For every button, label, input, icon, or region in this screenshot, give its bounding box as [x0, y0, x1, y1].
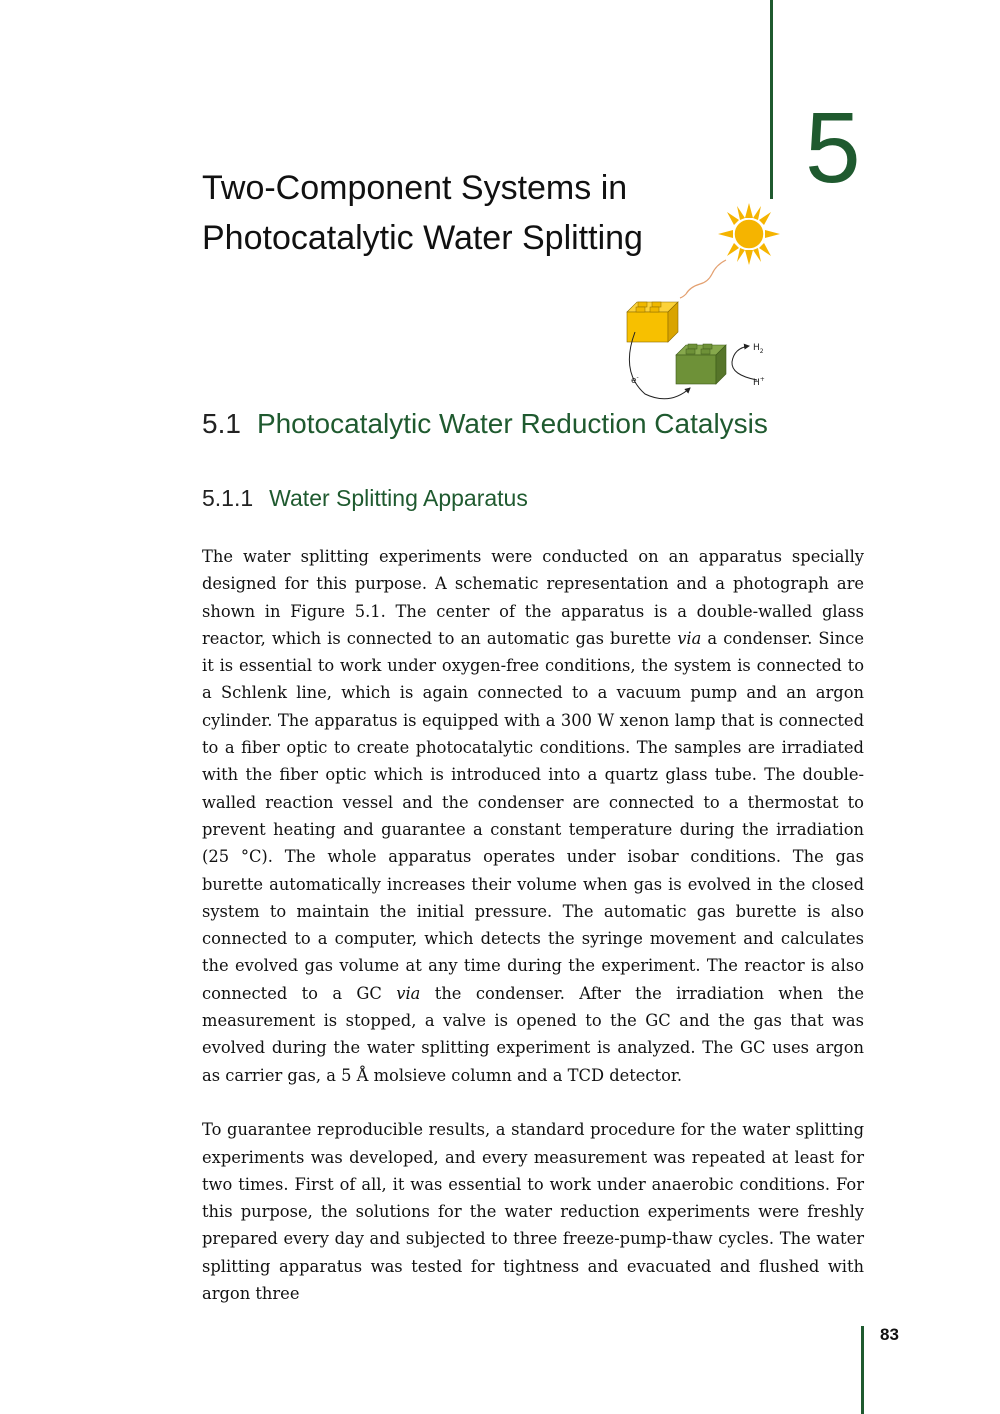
- chapter-title: [202, 163, 643, 263]
- section-heading: [202, 408, 768, 440]
- subsection-title: Water Splitting Apparatus: [269, 485, 528, 511]
- sun-icon: [718, 203, 780, 265]
- section-title: Photocatalytic Water Reduction Catalysis: [256, 408, 768, 439]
- chapter-title-line2: Photocatalytic Water Splitting: [202, 219, 643, 257]
- page-number-bar: [861, 1326, 864, 1414]
- chapter-title-line1: Two-Component Systems in: [202, 169, 628, 207]
- green-brick-icon: [676, 344, 726, 384]
- h2-label: $H_2$: [753, 343, 764, 355]
- chapter-number: 5: [805, 92, 861, 204]
- subsection-heading: [202, 485, 528, 512]
- yellow-brick-icon: [627, 302, 678, 342]
- light-ray: [680, 260, 726, 298]
- section-number: 5.1: [202, 408, 241, 439]
- page-number: 83: [880, 1325, 899, 1344]
- body-text: [202, 543, 864, 1335]
- paragraph: To guarantee reproducible results, a standard procedure for the water splitting experiments was developed, and every measurement was repeated at least for two times. First of all, it was essential to work under anaerobic conditions. For this purpose, the solutions for the water reduction experiments were freshly prepared every day and subjected to three freeze-pump-thaw cycles. The water splitting apparatus was tested for tightness and evacuated and flushed with argon three: [202, 1120, 864, 1304]
- paragraph: The water splitting experiments were conducted on an apparatus specially designed for this purpose. A schematic representation and a photograph are shown in Figure 5.1. The center of the apparatus is a double-walled glass reactor, which is connected to an automatic gas burette via a condenser. Since it is essential to work under oxygen-free conditions, the system is connected to a Schlenk line, which is again connected to a vacuum pump and an argon cylinder. The apparatus is equipped with a 300 W xenon lamp that is connected to a fiber optic to create photocatalytic conditions. The samples are irradiated with the fiber optic which is introduced into a quartz glass tube. The double-walled reaction vessel and the condenser are connected to a thermostat to prevent heating and guarantee a constant temperature during the irradiation (25 °C). The whole apparatus operates under isobar conditions. The gas burette automatically increases their volume when gas is evolved in the closed system to maintain the initial pressure. The automatic gas burette is also connected to a computer, which detects the syringe movement and calculates the evolved gas volume at any time during the experiment. The reactor is also connected to a GC via the condenser. After the irradiation when the measurement is stopped, a valve is opened to the GC and the gas that was evolved during the water splitting experiment is analyzed. The GC uses argon as carrier gas, a 5 Å molsieve column and a TCD detector.: [202, 547, 865, 1085]
- subsection-number: 5.1.1: [202, 485, 254, 511]
- chapter-illustration: [612, 198, 787, 408]
- electron-label: e-: [631, 374, 639, 386]
- chapter-bar: [770, 0, 773, 199]
- hplus-label: H+: [753, 376, 765, 388]
